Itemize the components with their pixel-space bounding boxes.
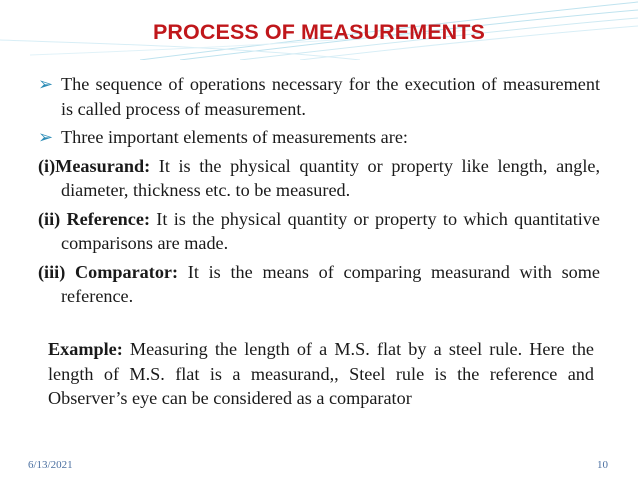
slide-body — [38, 72, 600, 313]
page-number: 10 — [597, 459, 608, 471]
arrow-bullet-icon: ➢ — [38, 127, 54, 147]
definition-reference — [38, 207, 600, 256]
definition-text: It is the means of comparing measurand with some reference. — [61, 261, 600, 306]
footer-date: 6/13/2021 — [28, 459, 73, 471]
definition-text: It is the physical quantity or property to which quantitative comparisons are made. — [61, 208, 600, 253]
definition-comparator — [38, 260, 600, 309]
slide-title: PROCESS OF MEASUREMENTS — [152, 20, 485, 44]
arrow-bullet-icon: ➢ — [38, 74, 54, 94]
definition-measurand — [38, 154, 600, 203]
definition-term: (iii) Comparator: — [38, 261, 179, 282]
definition-term: (i)Measurand: — [38, 155, 151, 176]
example-term: Example: — [48, 339, 123, 359]
bullet-text: Three important elements of measurements are: — [61, 127, 408, 147]
definition-text: It is the physical quantity or property like length, angle, diameter, thickness etc. to be measured. — [61, 155, 600, 200]
example-block — [48, 337, 594, 411]
definition-term: (ii) Reference: — [38, 208, 150, 229]
example-text: Measuring the length of a M.S. flat by a steel rule. Here the length of M.S. flat is a measurand,, Steel rule is the reference and Observer’s eye can be considered as a comparator — [48, 339, 594, 408]
bullet-item — [38, 72, 600, 121]
bullet-text: The sequence of operations necessary for the execution of measurement is called process of measurement. — [61, 74, 600, 119]
bullet-item — [38, 125, 600, 150]
